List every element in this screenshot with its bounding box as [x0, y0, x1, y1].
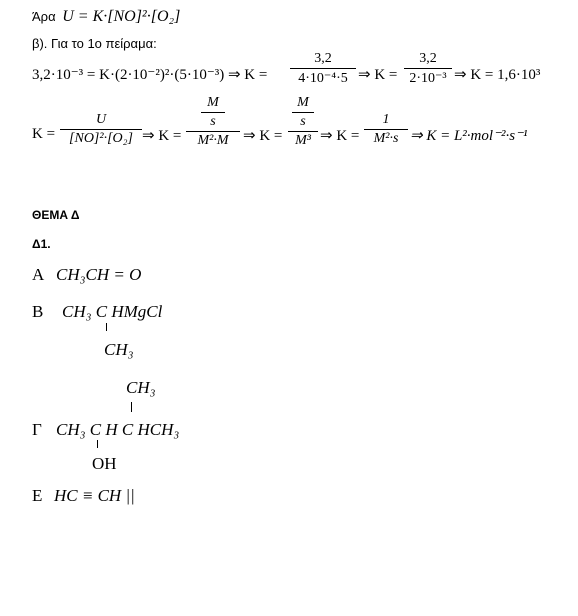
eq2-f4-denominator: M²·s: [373, 131, 399, 146]
subsection-heading: Δ1.: [32, 237, 51, 251]
eq2-fraction-1: [60, 112, 142, 147]
eq2-f1-denominator: [NO]²·[O₂]: [69, 131, 133, 146]
eq2-fraction-4: [364, 112, 408, 147]
eq2-f2-denominator: M²·M: [197, 133, 229, 148]
compound-g-bottom-bond: [97, 440, 98, 448]
compound-g-top-branch: CH₃: [126, 378, 156, 397]
compound-g-formula: CH₃ C H C HCH₃: [56, 420, 180, 439]
eq1-result: ⇒ K = 1,6·10³: [454, 67, 541, 83]
eq2-result: ⇒ K = L²·mol⁻²·s⁻¹: [410, 128, 528, 144]
eq1-fraction-2: [404, 51, 452, 87]
eq1-left: 3,2·10⁻³ = K·(2·10⁻²)²·(5·10⁻³) ⇒ K =: [32, 67, 268, 83]
eq2-f4-numerator: 1: [382, 112, 390, 127]
compound-b-branch: CH₃: [104, 340, 134, 359]
compound-b-formula: CH₃ C HMgCl: [62, 302, 163, 321]
eq2-arrow-3: ⇒ K =: [320, 128, 360, 144]
compound-g-top-bond: [131, 402, 132, 412]
eq2-f1-numerator: U: [95, 112, 107, 127]
compound-e-formula: HC ≡ CH ||: [54, 486, 135, 505]
compound-g-branch: OH: [92, 454, 117, 473]
compound-b-bond: [106, 323, 107, 331]
eq1-f1-denominator: 4·10⁻⁴·5: [298, 71, 348, 86]
compound-a-label: A: [32, 265, 45, 284]
compound-b-label: B: [32, 302, 44, 321]
eq2-fraction-2: [186, 95, 240, 149]
eq1-f2-denominator: 2·10⁻³: [409, 71, 447, 86]
eq2-arrow-2: ⇒ K =: [243, 128, 283, 144]
eq2-k: K =: [32, 126, 56, 142]
eq2-f3-denominator: M³: [295, 133, 311, 148]
section-heading: ΘΕΜΑ Δ: [32, 208, 80, 222]
compound-g-label: Γ: [32, 420, 42, 439]
eq2-f3-num-bottom: s: [300, 114, 306, 129]
eq1-fraction-1: [290, 51, 356, 87]
ara-prefix: Άρα: [32, 9, 56, 24]
experiment-label: β). Για το 1ο πείραμα:: [32, 36, 157, 51]
eq1-f2-numerator: 3,2: [419, 51, 437, 66]
eq2-f3-num-top: M: [297, 95, 309, 110]
compound-e-label: E: [32, 486, 43, 505]
line-ara: [32, 8, 180, 26]
eq2-arrow-1: ⇒ K =: [142, 128, 182, 144]
eq1-f1-numerator: 3,2: [314, 51, 332, 66]
eq2-fraction-3: [288, 95, 318, 149]
eq1-mid: ⇒ K =: [358, 67, 398, 83]
compound-a-formula: CH₃CH = O: [56, 265, 142, 284]
rate-law-formula: U = K·[NO]²·[O₂]: [62, 8, 181, 25]
eq2-f2-num-top: M: [207, 95, 219, 110]
eq2-f2-num-bottom: s: [210, 114, 216, 129]
